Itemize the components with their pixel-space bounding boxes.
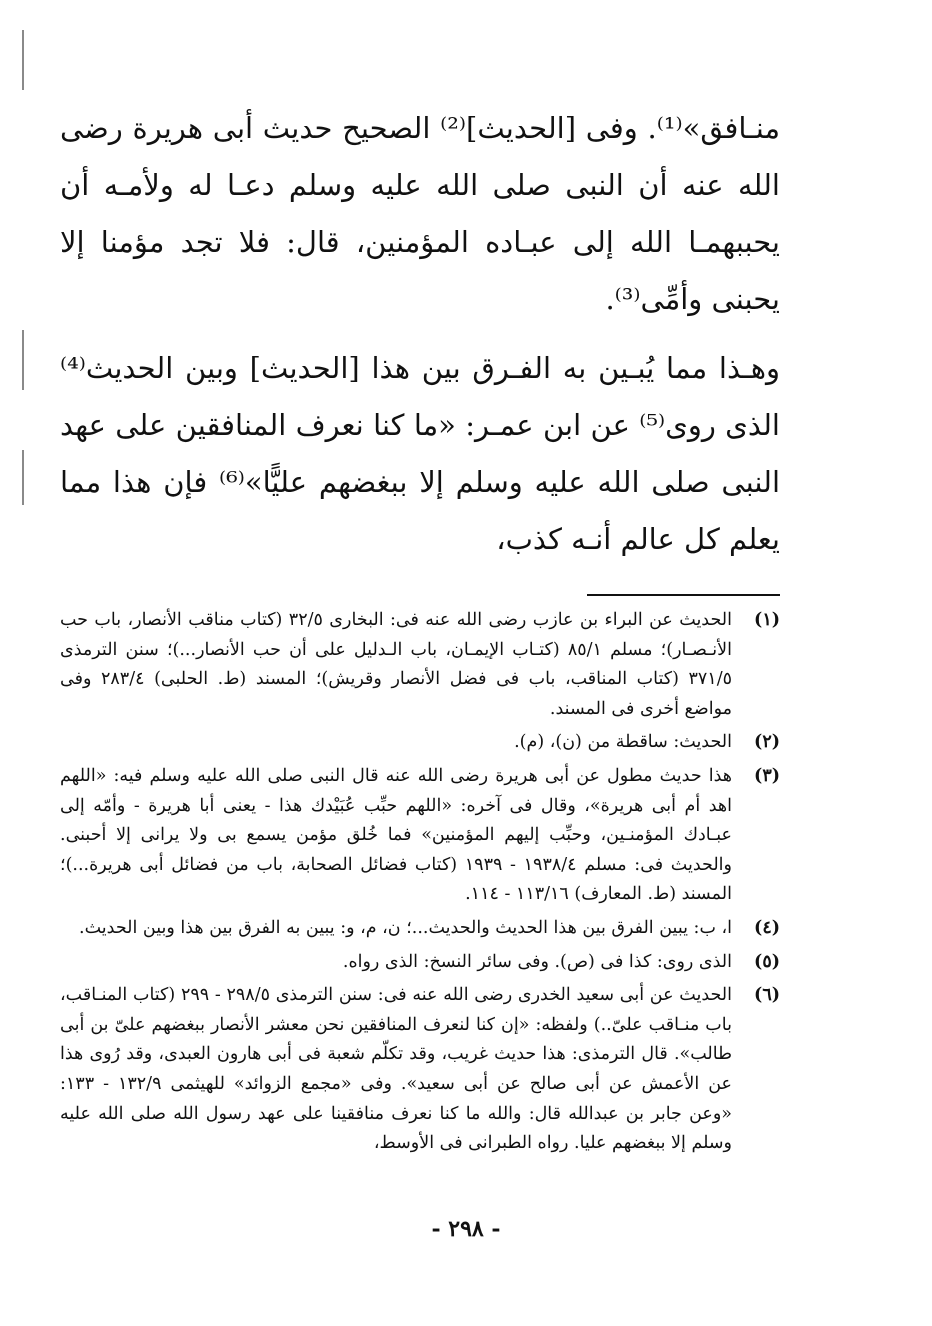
scan-margin-line-middle — [22, 330, 24, 390]
scan-margin-line-top — [22, 30, 24, 90]
footnote-text: الحديث عن البراء بن عازب رضى الله عنه فى: البخارى ٣٢/٥ (كتاب مناقب الأنصار، باب حب الأنـصـار)؛ مسلم ٨٥/١ (كتـاب الإيمـان، باب الـدليل على أن حب الأنصار...)؛ سنن الترمذى ٣٧١/٥ (كتاب المناقب، باب فى فضل الأنصار وقريش)؛ المسند (ط. الحلبى) ٢٨٣/٤ وفى مواضع أخرى فى المسند. — [60, 610, 732, 719]
footnote-text: الحديث: ساقطة من (ن)، (م). — [514, 732, 732, 753]
main-paragraph-2: وهـذا مما يُبـين به الفـرق بين هذا [الحديث] وبين الحديث⁽⁴⁾ الذى روى⁽⁵⁾ عن ابن عمـر: «ما كنا نعرف المنافقين على عهد النبى صلى الله عليه وسلم إلا ببغضهم عليًّا»⁽⁶⁾ فإن هذا مما يعلم كل عالم أنـه كذب، — [60, 351, 780, 556]
footnote-2 — [60, 728, 780, 758]
document-page — [60, 100, 780, 1163]
footnote-text: الحديث عن أبى سعيد الخدرى رضى الله عنه فى: سنن الترمذى ٢٩٨/٥ - ٢٩٩ (كتاب المنـاقب، باب منـاقب علىّ..) ولفظه: «إن كنا لنعرف المنافقين نحن معشر الأنصار ببغضهم علىّ بن أبى طالب». قال الترمذى: هذا حديث غريب، وقد تكلّم شعبة فى أبى هارون العبدى، وقد رُوى هذا عن الأعمش عن أبى صالح عن أبى سعيد». وفى «مجمع الزوائد» للهيثمى ١٣٢/٩ - ١٣٣: «وعن جابر بن عبدالله قال: والله ما كنا نعرف منافقينا على عهد رسول الله صلى الله عليه وسلم إلا ببغضهم عليا. رواه الطبرانى فى الأوسط، — [60, 985, 732, 1154]
footnote-separator — [587, 594, 780, 596]
footnote-6 — [60, 981, 780, 1159]
footnote-number: (٦) — [754, 985, 780, 1006]
footnote-text: هذا حديث مطول عن أبى هريرة رضى الله عنه قال النبى صلى الله عليه وسلم فيه: «اللهم اهد أم أبى هريرة»، وقال فى آخره: «اللهم حبِّب عُبَيْدك هذا - يعنى أبا هريرة - وأمّه إلى عبـادك المؤمنـين، وحبِّب إليهم المؤمنين» فما خُلق مؤمن يسمع بى ولا يرانى إلا أحبنى. والحديث فى: مسلم ١٩٣٨/٤ - ١٩٣٩ (كتاب فضائل الصحابة، باب من فضائل أبى هريرة...)؛ المسند (ط. المعارف) ١١٣/١٦ - ١١٤. — [60, 765, 732, 905]
footnotes-list — [60, 606, 780, 1159]
footnote-text: الذى روى: كذا فى (ص). وفى سائر النسخ: الذى رواه. — [342, 951, 732, 972]
footnote-number: (٢) — [754, 732, 780, 753]
footnote-number: (١) — [754, 610, 780, 630]
footnote-5 — [60, 948, 780, 978]
footnote-number: (٣) — [754, 765, 780, 786]
footnote-3 — [60, 762, 780, 910]
footnote-4 — [60, 914, 780, 944]
page-number: - ٢٩٨ - — [431, 1216, 501, 1242]
footnote-text: ا، ب: يبين الفرق بين هذا الحديث والحديث...؛ ن، م، و: يبين به الفرق بين هذا وبين الحديث. — [79, 917, 732, 938]
footnote-1 — [60, 606, 780, 724]
footnote-number: (٥) — [754, 951, 780, 972]
footnote-number: (٤) — [754, 917, 780, 938]
scan-margin-line-lower — [22, 450, 24, 505]
main-paragraph-1: منـافق»⁽¹⁾. وفى [الحديث]⁽²⁾ الصحيح حديث أبى هريرة رضى الله عنه أن النبى صلى الله عليه وسلم دعـا له ولأمـه أن يحببهمـا الله إلى عبـاده المؤمنين، قال: فلا تجد مؤمنا إلا يحبنى وأمِّى⁽³⁾. — [60, 111, 780, 316]
